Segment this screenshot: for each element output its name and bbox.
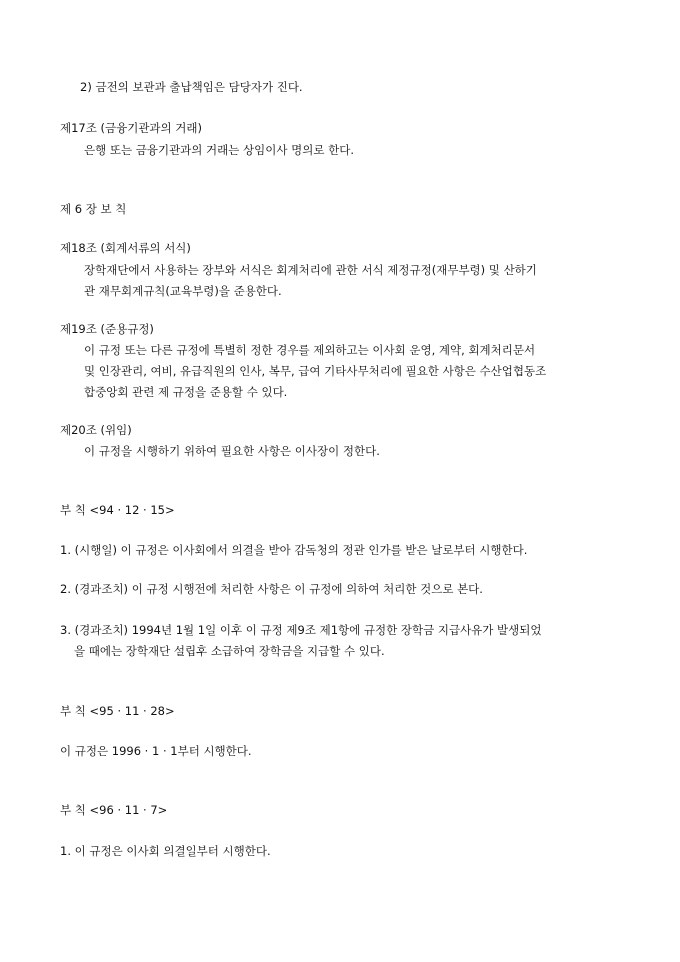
- art19-line1: 이 규정 또는 다른 규정에 특별히 정한 경우를 제외하고는 이사회 운영, 계약, 회계처리문서: [84, 343, 536, 357]
- art17-body: 은행 또는 금융기관과의 거래는 상임이사 명의로 한다.: [84, 143, 354, 157]
- art20-title: 제20조 (위임): [60, 423, 132, 437]
- art19-line2: 및 인장관리, 여비, 유급직원의 인사, 복무, 급여 기타사무처리에 필요한 사항은 수산업협동조: [84, 364, 547, 378]
- supp1-item1: 1. (시행일) 이 규정은 이사회에서 의결을 받아 감독청의 정관 인가를 받은 날로부터 시행한다.: [60, 543, 528, 557]
- art20-body: 이 규정을 시행하기 위하여 필요한 사항은 이사장이 정한다.: [84, 444, 380, 458]
- supp3-item1: 1. 이 규정은 이사회 의결일부터 시행한다.: [60, 844, 271, 858]
- art18-line2: 관 재무회계규칙(교육부령)을 준용한다.: [84, 284, 282, 298]
- art18-title: 제18조 (회계서류의 서식): [60, 241, 191, 255]
- art18-line1: 장학재단에서 사용하는 장부와 서식은 회계처리에 관한 서식 제정규정(재무부령) 및 산하기: [84, 263, 537, 277]
- supp1-item3-line2: 을 때에는 장학재단 설립후 소급하여 장학금을 지급할 수 있다.: [74, 644, 385, 658]
- art16-item2: 2) 금전의 보관과 출납책임은 담당자가 진다.: [80, 80, 303, 94]
- supp2-body: 이 규정은 1996 · 1 · 1부터 시행한다.: [60, 744, 252, 758]
- art17-title: 제17조 (금융기관과의 거래): [60, 121, 203, 135]
- chapter6-title: 제 6 장 보 칙: [60, 202, 127, 216]
- supp2-title: 부 칙 <95 · 11 · 28>: [60, 704, 175, 718]
- supp1-item3-line1: 3. (경과조치) 1994년 1월 1일 이후 이 규정 제9조 제1항에 규정한 장학금 지급사유가 발생되었: [60, 623, 542, 637]
- supp1-item2: 2. (경과조치) 이 규정 시행전에 처리한 사항은 이 규정에 의하여 처리한 것으로 본다.: [60, 582, 483, 596]
- art19-line3: 합중앙회 관련 제 규정을 준용할 수 있다.: [84, 385, 288, 399]
- supp1-title: 부 칙 <94 · 12 · 15>: [60, 503, 175, 517]
- supp3-title: 부 칙 <96 · 11 · 7>: [60, 803, 168, 817]
- art19-title: 제19조 (준용규정): [60, 322, 154, 336]
